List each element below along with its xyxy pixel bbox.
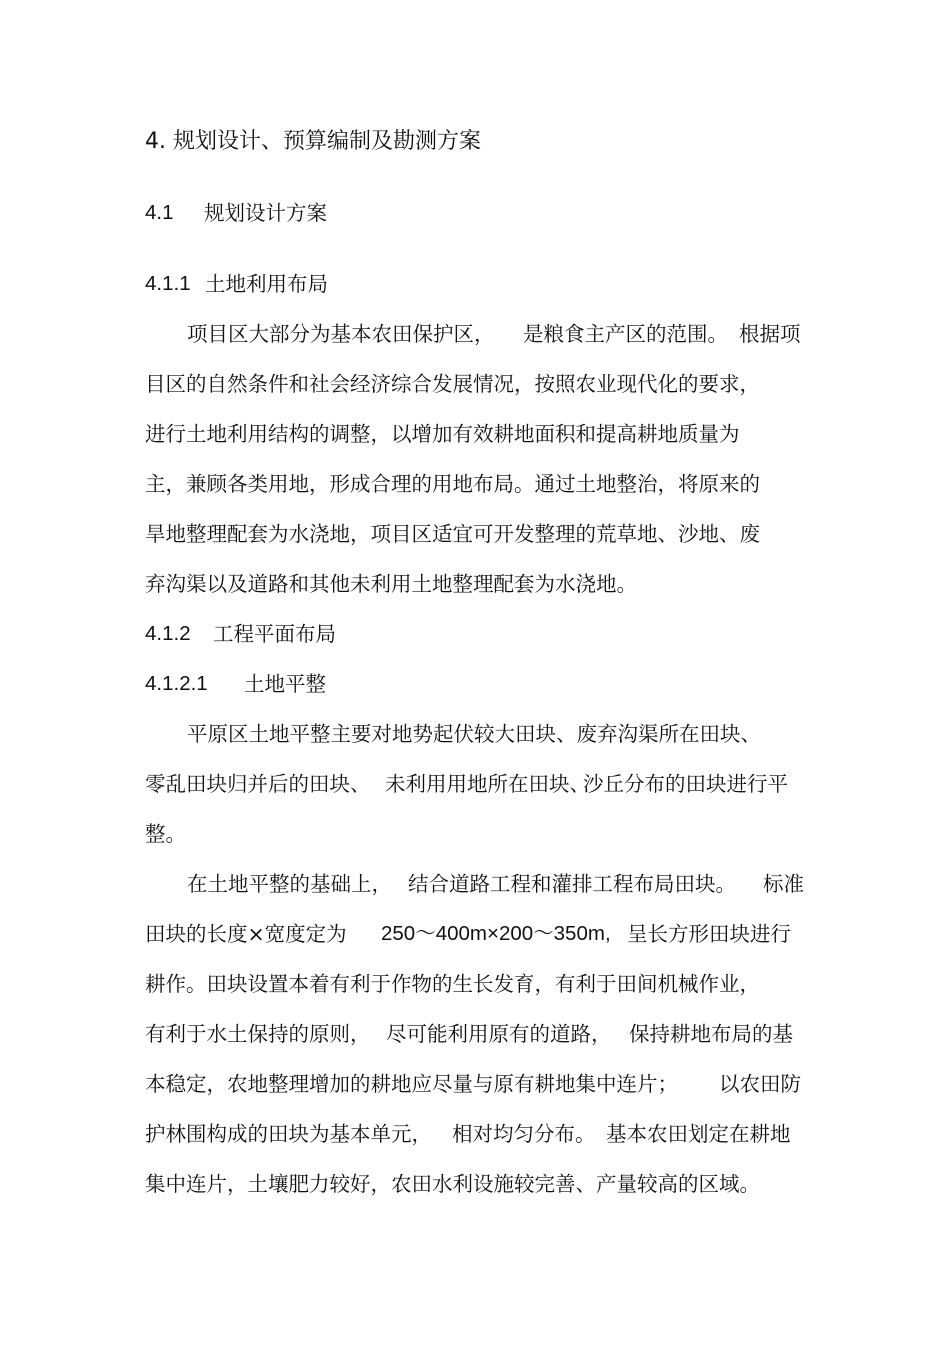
text-line: 相对均匀分布。 (452, 1122, 596, 1146)
text-line: 田块的长度×宽度定为 (145, 922, 347, 946)
text-line: 整。 (145, 822, 186, 846)
text-line: 耕作。田块设置本着有利于作物的生长发育，有利于田间机械作业， (145, 972, 760, 996)
text-line: 零乱田块归并后的田块、 (145, 772, 371, 796)
section-title-4-1: 规划设计方案 (204, 201, 327, 225)
text-line: 集中连片，土壤肥力较好，农田水利设施较完善、产量较高的区域。 (145, 1172, 760, 1196)
text-line: 以农田防 (719, 1072, 801, 1096)
section-number-4-1-2-1: 4.1.2.1 (145, 672, 208, 695)
text-line: 尽可能利用原有的道路， (386, 1022, 612, 1046)
section-title-4-1-1: 土地利用布局 (205, 272, 328, 296)
text-line: 250～400m×200～350m, (381, 922, 611, 945)
section-number-4-1: 4.1 (145, 201, 174, 224)
text-line: 保持耕地布局的基 (629, 1022, 793, 1046)
text-line: 是粮食主产区的范围。 (523, 322, 728, 346)
text-line: 基本农田划定在耕地 (606, 1122, 791, 1146)
text-line: 标准 (763, 872, 804, 896)
section-title-4-1-2-1: 土地平整 (244, 672, 326, 696)
section-title-4-1-2: 工程平面布局 (213, 622, 336, 646)
text-line: 结合道路工程和灌排工程布局田块。 (408, 872, 736, 896)
text-line: 呈长方形田块进行 (627, 922, 791, 946)
section-number-4-1-1: 4.1.1 (145, 272, 191, 295)
text-line: 进行土地利用结构的调整，以增加有效耕地面积和提高耕地质量为 (145, 422, 740, 446)
text-line: 项目区大部分为基本农田保护区， (187, 322, 495, 346)
text-line: 沙丘分布的田块进行平 (583, 772, 788, 796)
text-line: 主，兼顾各类用地，形成合理的用地布局。通过土地整治，将原来的 (145, 472, 760, 496)
section-number-4-1-2: 4.1.2 (145, 622, 191, 645)
text-line: 旱地整理配套为水浇地，项目区适宜可开发整理的荒草地、沙地、废 (145, 522, 760, 546)
text-line: 目区的自然条件和社会经济综合发展情况，按照农业现代化的要求， (145, 372, 760, 396)
text-line: 弃沟渠以及道路和其他未利用土地整理配套为水浇地。 (145, 572, 637, 596)
text-line: 未利用用地所在田块、 (385, 772, 590, 796)
section-heading-4: 4. 规划设计、预算编制及勘测方案 (145, 129, 481, 154)
text-line: 平原区土地平整主要对地势起伏较大田块、废弃沟渠所在田块、 (187, 722, 761, 746)
text-line: 护林围构成的田块为基本单元， (145, 1122, 432, 1146)
text-line: 根据项 (739, 322, 801, 346)
text-line: 本稳定，农地整理增加的耕地应尽量与原有耕地集中连片； (145, 1072, 678, 1096)
text-line: 在土地平整的基础上， (187, 872, 392, 896)
text-line: 有利于水土保持的原则， (145, 1022, 371, 1046)
